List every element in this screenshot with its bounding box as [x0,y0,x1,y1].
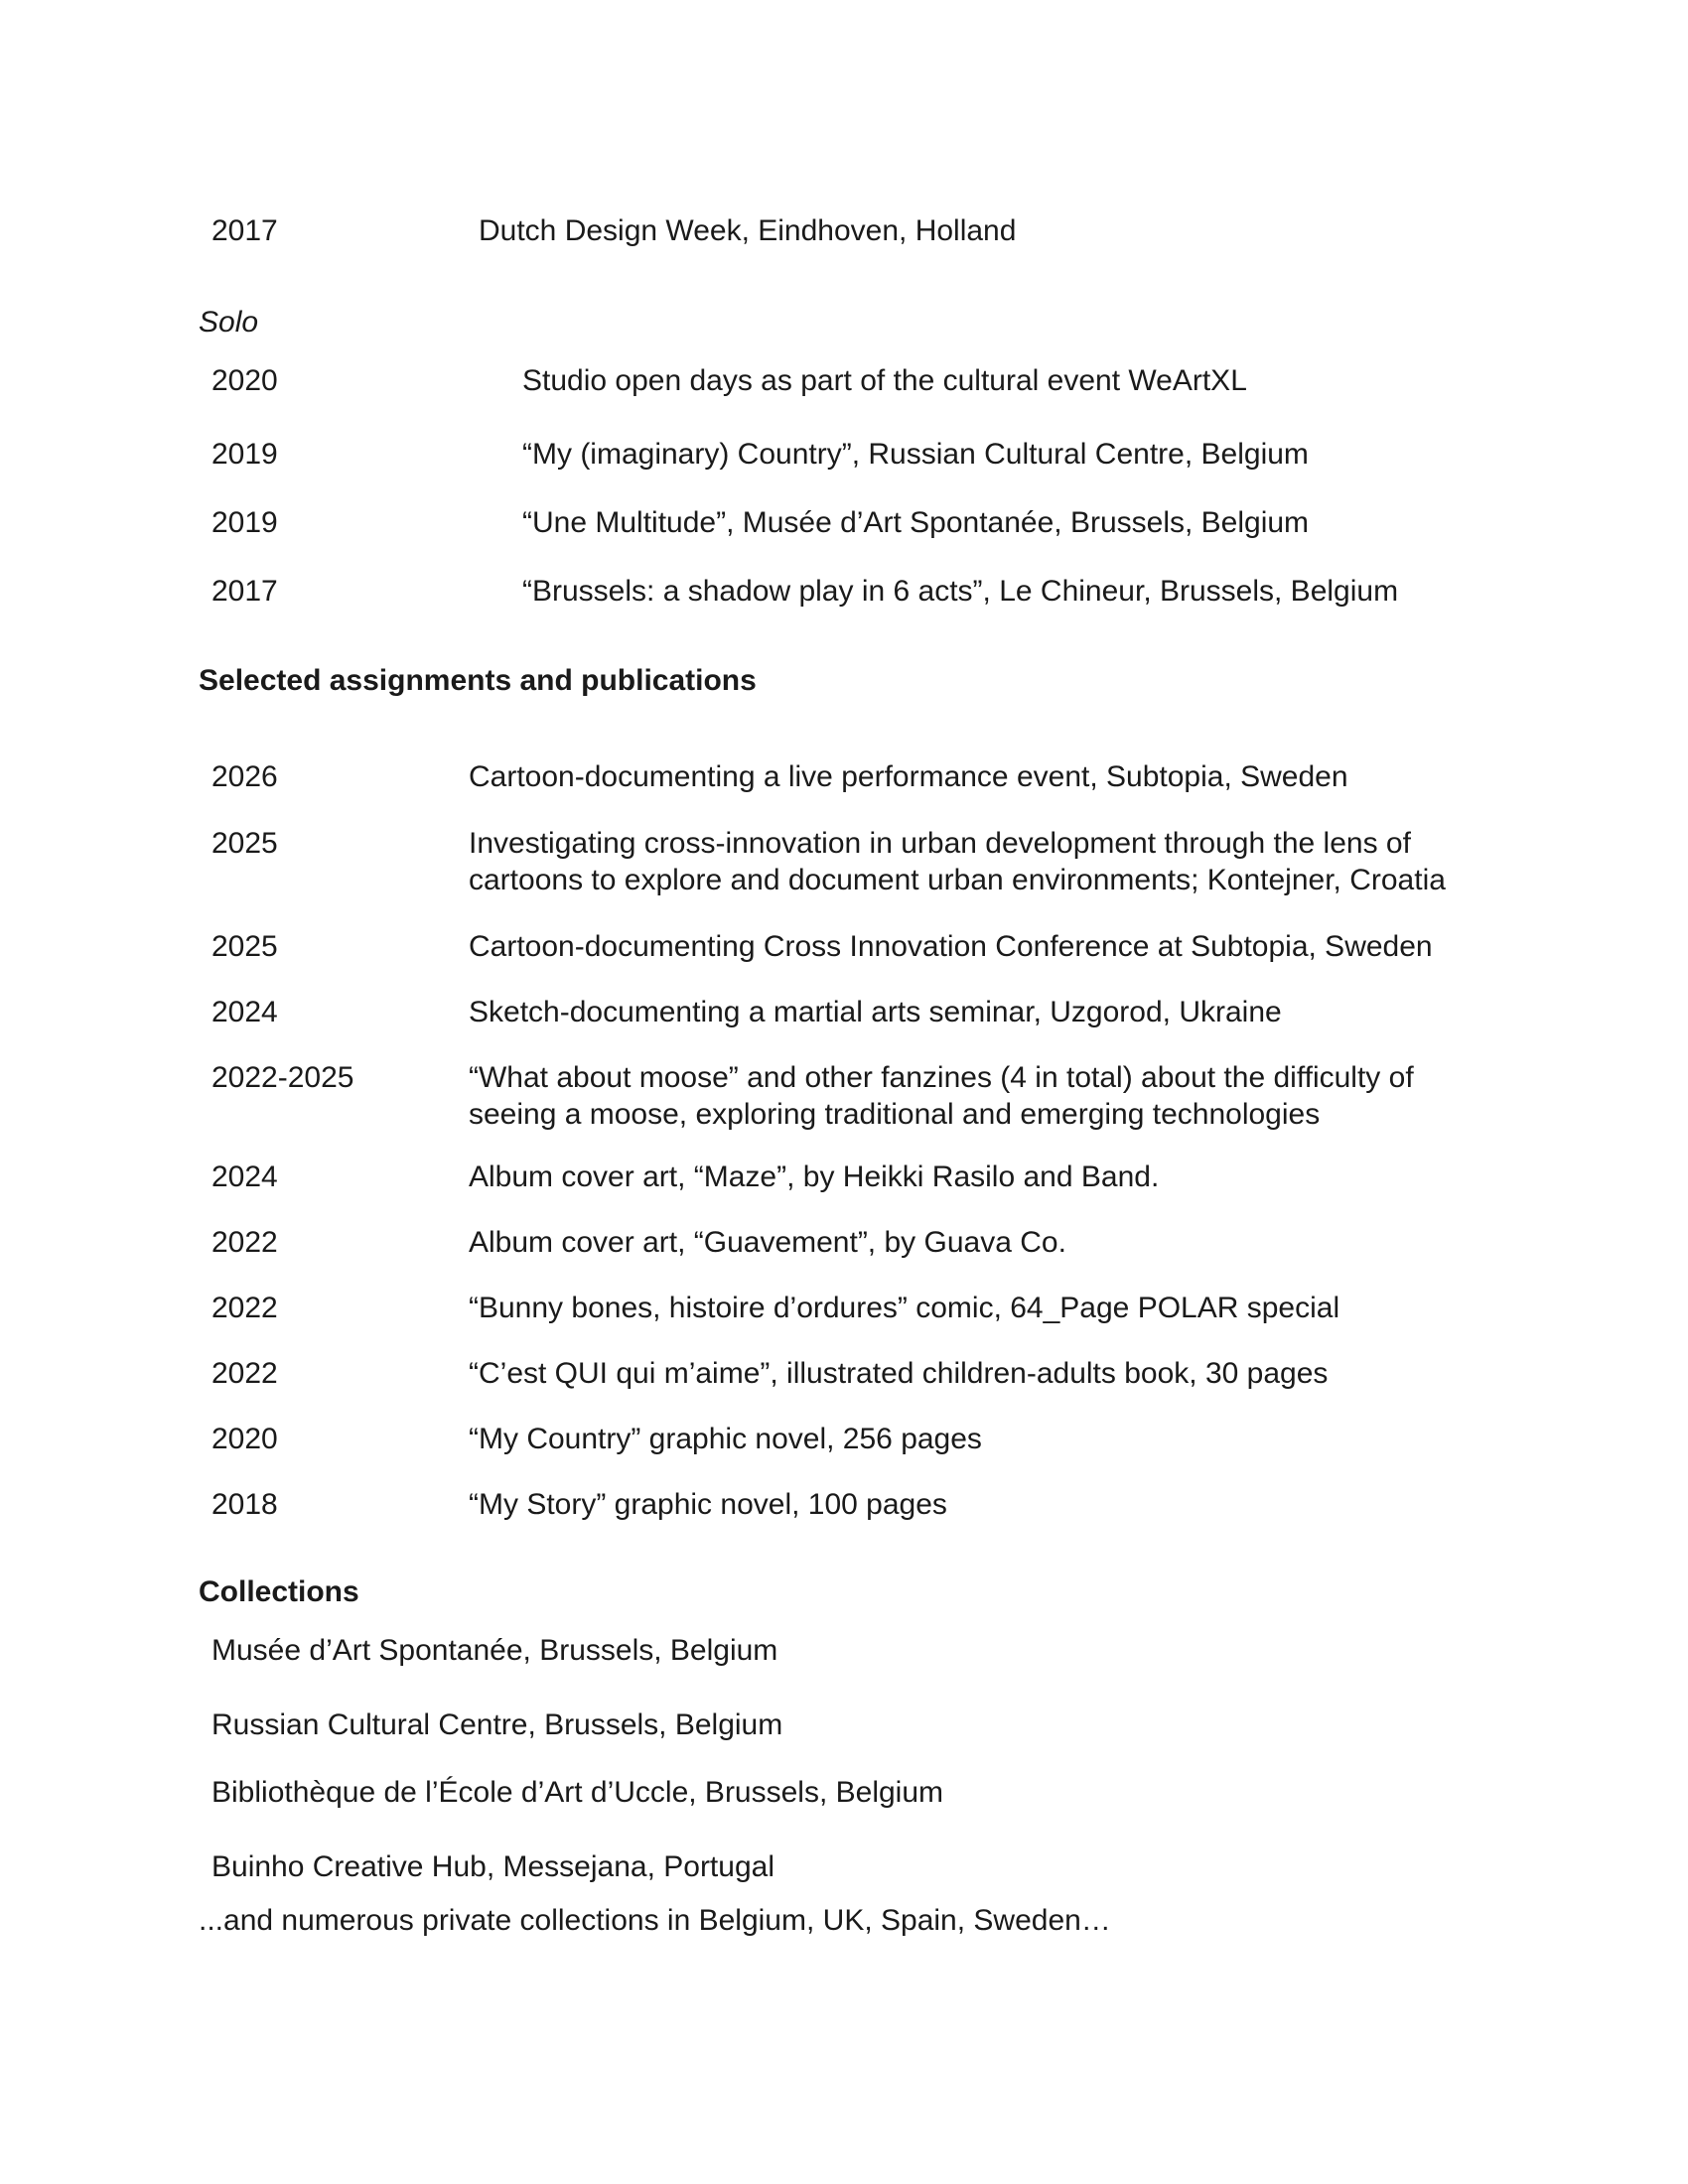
assignment-text: Investigating cross-innovation in urban development through the lens of [469,827,1411,860]
assignment-year: 2022-2025 [211,1061,354,1094]
collection-item: Buinho Creative Hub, Messejana, Portugal [211,1850,774,1883]
assignment-year: 2018 [211,1488,278,1521]
assignment-text: Cartoon-documenting Cross Innovation Conference at Subtopia, Sweden [469,930,1433,963]
assignment-year: 2022 [211,1292,278,1324]
assignment-text: Album cover art, “Maze”, by Heikki Rasilo and Band. [469,1160,1160,1193]
solo-text: “Une Multitude”, Musée d’Art Spontanée, Brussels, Belgium [522,506,1310,539]
solo-text: “My (imaginary) Country”, Russian Cultural Centre, Belgium [522,438,1309,471]
solo-text: “Brussels: a shadow play in 6 acts”, Le Chineur, Brussels, Belgium [522,575,1399,608]
collection-item: Bibliothèque de l’École d’Art d’Uccle, Brussels, Belgium [211,1776,944,1809]
assignment-text-continued: cartoons to explore and document urban environments; Kontejner, Croatia [469,864,1446,896]
assignment-year: 2020 [211,1423,278,1455]
assignment-year: 2024 [211,996,278,1028]
assignment-year: 2025 [211,930,278,963]
assignment-text: Sketch-documenting a martial arts seminar, Uzgorod, Ukraine [469,996,1282,1028]
assignment-year: 2026 [211,760,278,793]
solo-heading: Solo [199,306,259,339]
solo-text: Studio open days as part of the cultural event WeArtXL [522,364,1247,397]
assignment-year: 2022 [211,1226,278,1259]
collection-item: Russian Cultural Centre, Brussels, Belgium [211,1708,783,1741]
assignment-year: 2022 [211,1357,278,1390]
assignment-text: “What about moose” and other fanzines (4 in total) about the difficulty of [469,1061,1414,1094]
assignment-text: “Bunny bones, histoire d’ordures” comic, 64_Page POLAR special [469,1292,1340,1324]
solo-year: 2019 [211,438,278,471]
assignment-text: Cartoon-documenting a live performance event, Subtopia, Sweden [469,760,1348,793]
solo-year: 2017 [211,575,278,608]
entry-year: 2017 [211,214,278,247]
assignment-year: 2024 [211,1160,278,1193]
collections-footer: ...and numerous private collections in Belgium, UK, Spain, Sweden… [199,1904,1111,1937]
solo-year: 2019 [211,506,278,539]
entry-text: Dutch Design Week, Eindhoven, Holland [479,214,1017,247]
assignment-year: 2025 [211,827,278,860]
collection-item: Musée d’Art Spontanée, Brussels, Belgium [211,1634,778,1667]
assignment-text: “My Story” graphic novel, 100 pages [469,1488,947,1521]
solo-year: 2020 [211,364,278,397]
collections-heading: Collections [199,1575,359,1608]
assignments-heading: Selected assignments and publications [199,664,757,697]
assignment-text: “My Country” graphic novel, 256 pages [469,1423,982,1455]
assignment-text: “C’est QUI qui m’aime”, illustrated children-adults book, 30 pages [469,1357,1329,1390]
assignment-text-continued: seeing a moose, exploring traditional and emerging technologies [469,1098,1321,1131]
assignment-text: Album cover art, “Guavement”, by Guava Co. [469,1226,1066,1259]
